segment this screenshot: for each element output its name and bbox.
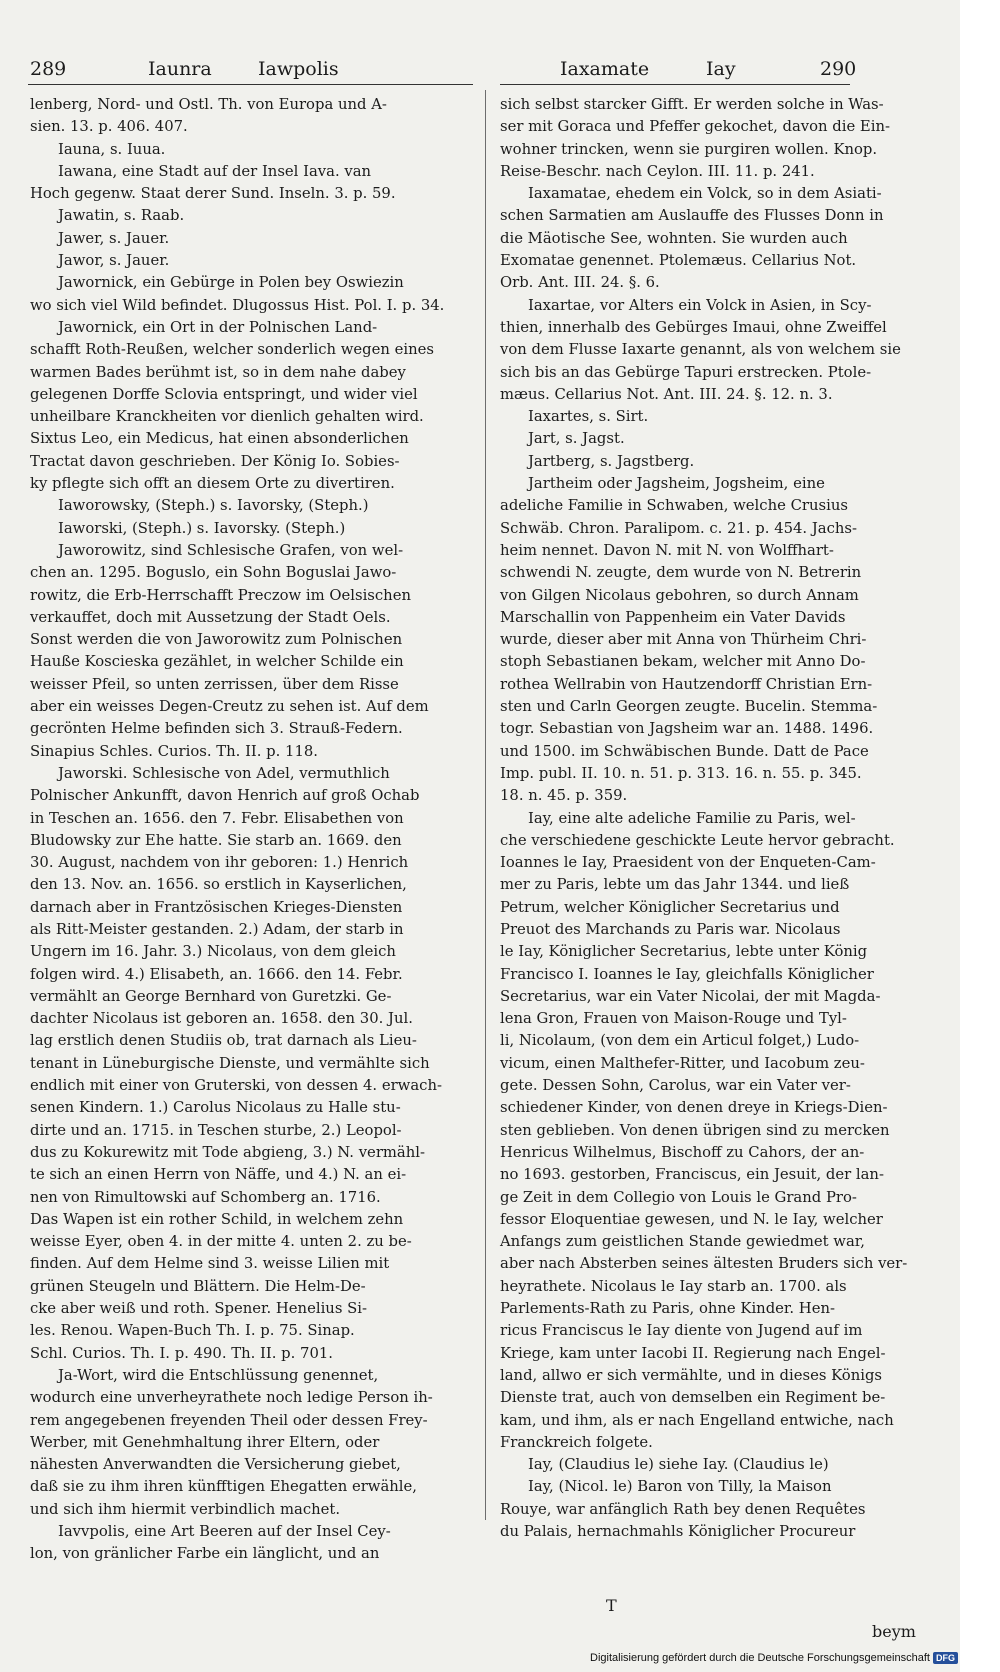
text-line: Henricus Wilhelmus, Bischoff zu Cahors, der an-	[500, 1143, 865, 1161]
text-line: nähesten Anverwandten die Versicherung giebet,	[30, 1456, 401, 1474]
text-line: dus zu Kokurewitz mit Tode abgieng, 3.) N. vermähl-	[30, 1143, 426, 1161]
text-line: endlich mit einer von Gruterski, von dessen 4. erwach-	[30, 1077, 442, 1095]
headword-left-2: Iawpolis	[258, 58, 339, 80]
text-line: ricus Franciscus le Iay diente von Jugend auf im	[500, 1322, 863, 1340]
text-line: thien, innerhalb des Gebürges Imaui, ohne Zweiffel	[500, 318, 887, 336]
text-line: grünen Steugeln und Blättern. Die Helm-De-	[30, 1277, 366, 1295]
dfg-logo-icon: DFG	[933, 1652, 958, 1664]
catchword: beym	[872, 1622, 916, 1641]
text-line: mæus. Cellarius Not. Ant. III. 24. §. 12. n. 3.	[500, 385, 833, 403]
text-line: lag erstlich denen Studiis ob, trat darnach als Lieu-	[30, 1032, 417, 1050]
text-line: die Mäotische See, wohnten. Sie wurden auch	[500, 229, 848, 247]
text-line: Hoch gegenw. Staat derer Sund. Inseln. 3. p. 59.	[30, 185, 396, 203]
entry-start-line: Jawer, s. Jauer.	[58, 229, 170, 247]
text-line: wurde, dieser aber mit Anna von Thürheim Chri-	[500, 631, 867, 649]
text-line: den 13. Nov. an. 1656. so erstlich in Kayserlichen,	[30, 876, 407, 894]
text-line: sten und Carln Georgen zeugte. Bucelin. Stemma-	[500, 698, 878, 716]
text-line: schwendi N. zeugte, dem wurde von N. Betrerin	[500, 564, 862, 582]
text-line: verkauffet, doch mit Aussetzung der Stadt Oels.	[30, 608, 391, 626]
text-line: Anfangs zum geistlichen Stande gewiedmet war,	[500, 1233, 865, 1251]
headword-right-1: Iaxamate	[560, 58, 650, 80]
text-line: sien. 13. p. 406. 407.	[30, 118, 188, 136]
text-line: du Palais, hernachmahls Königlicher Procureur	[500, 1523, 856, 1540]
headword-left-1: Iaunra	[148, 58, 212, 80]
text-line: 30. August, nachdem von ihr geboren: 1.) Henrich	[30, 854, 409, 872]
text-line: weisse Eyer, oben 4. in der mitte 4. unten 2. zu be-	[30, 1233, 412, 1251]
text-line: Sixtus Leo, ein Medicus, hat einen absonderlichen	[30, 430, 409, 448]
text-line: Franckreich folgete.	[500, 1433, 653, 1451]
text-line: warmen Bades berühmt ist, so in dem nahe dabey	[30, 363, 406, 381]
left-column	[30, 94, 470, 1566]
margin-strip	[960, 0, 1000, 1672]
signature-mark: T	[606, 1596, 617, 1615]
text-line: Preuot des Marchands zu Paris war. Nicolaus	[500, 920, 841, 938]
entry-start-line: Jaworowitz, sind Schlesische Grafen, von wel-	[58, 541, 404, 559]
entry-start-line: Jart, s. Jagst.	[528, 430, 625, 448]
entry-start-line: Iaxartes, s. Sirt.	[528, 408, 649, 426]
text-line: Reise-Beschr. nach Ceylon. III. 11. p. 241.	[500, 162, 815, 180]
text-line: dirte und an. 1715. in Teschen sturbe, 2.) Leopol-	[30, 1121, 402, 1139]
text-line: schen Sarmatien am Auslauffe des Flusses Donn in	[500, 207, 884, 225]
text-line: te sich an einen Herrn von Näffe, und 4.) N. an ei-	[30, 1166, 407, 1184]
text-line: che verschiedene geschickte Leute hervor gebracht.	[500, 831, 895, 849]
text-line: schafft Roth-Reußen, welcher sonderlich wegen eines	[30, 341, 435, 359]
text-line: Tractat davon geschrieben. Der König Io. Sobies-	[30, 452, 400, 470]
text-line: gete. Dessen Sohn, Carolus, war ein Vater ver-	[500, 1077, 851, 1095]
text-line: Imp. publ. II. 10. n. 51. p. 313. 16. n. 55. p. 345.	[500, 764, 862, 782]
text-line: Hauße Koscieska gezählet, in welcher Schilde ein	[30, 653, 404, 671]
text-line: heim nennet. Davon N. mit N. von Wolffhart-	[500, 541, 834, 559]
text-line: als Ritt-Meister gestanden. 2.) Adam, der starb in	[30, 920, 404, 938]
text-line: Das Wapen ist ein rother Schild, in welchem zehn	[30, 1210, 404, 1228]
text-line: 18. n. 45. p. 359.	[500, 787, 628, 805]
footer-text: Digitalisierung gefördert durch die Deutsche Forschungsgemeinschaft	[590, 1652, 930, 1664]
text-line: li, Nicolaum, (von dem ein Articul folget,) Ludo-	[500, 1032, 860, 1050]
text-line: Rouye, war anfänglich Rath bey denen Requêtes	[500, 1500, 866, 1518]
text-line: adeliche Familie in Schwaben, welche Crusius	[500, 497, 848, 515]
text-line: Bludowsky zur Ehe hatte. Sie starb an. 1669. den	[30, 831, 402, 849]
text-line: rem angegebenen freyenden Theil oder dessen Frey-	[30, 1411, 428, 1429]
header-rule-right	[500, 84, 850, 85]
entry-start-line: Iaworowsky, (Steph.) s. Iavorsky, (Steph.)	[58, 497, 369, 515]
text-line: wodurch eine unverheyrathete noch ledige Person ih-	[30, 1389, 433, 1407]
text-line: aber nach Absterben seines ältesten Bruders sich ver-	[500, 1255, 908, 1273]
text-line: Schl. Curios. Th. I. p. 490. Th. II. p. 701.	[30, 1344, 333, 1362]
text-line: Exomatae genennet. Ptolemæus. Cellarius Not.	[500, 252, 857, 270]
text-line: daß sie zu ihm ihren künfftigen Ehegatten erwähle,	[30, 1478, 418, 1496]
text-line: fessor Eloquentiae gewesen, und N. le Iay, welcher	[500, 1210, 883, 1228]
right-column	[500, 94, 908, 1543]
text-line: lon, von gränlicher Farbe ein länglicht, und an	[30, 1545, 380, 1563]
text-line: Parlements-Rath zu Paris, ohne Kinder. Hen-	[500, 1300, 835, 1318]
text-line: weisser Pfeil, so unten zerrissen, über dem Risse	[30, 675, 399, 693]
text-line: dachter Nicolaus ist geboren an. 1658. den 30. Jul.	[30, 1010, 413, 1028]
text-line: heyrathete. Nicolaus le Iay starb an. 1700. als	[500, 1277, 847, 1295]
text-line: ky pflegte sich offt an diesem Orte zu divertiren.	[30, 475, 395, 493]
text-line: vicum, einen Malthefer-Ritter, und Iacobum zeu-	[500, 1054, 865, 1072]
text-line: le Iay, Königlicher Secretarius, lebte unter König	[500, 943, 868, 961]
page-number-right: 290	[820, 58, 857, 80]
entry-start-line: Iauna, s. Iuua.	[58, 140, 166, 158]
text-line: togr. Sebastian von Jagsheim war an. 1488. 1496.	[500, 720, 874, 738]
text-line: wo sich viel Wild befindet. Dlugossus Hist. Pol. I. p. 34.	[30, 296, 445, 314]
text-line: chen an. 1295. Boguslo, ein Sohn Boguslai Jawo-	[30, 564, 397, 582]
text-line: in Teschen an. 1656. den 7. Febr. Elisabethen von	[30, 809, 404, 827]
entry-start-line: Jawatin, s. Raab.	[58, 207, 185, 225]
text-line: sich selbst starcker Gifft. Er werden solche in Was-	[500, 96, 884, 113]
text-line: cke aber weiß und roth. Spener. Henelius Si-	[30, 1300, 367, 1318]
text-line: Petrum, welcher Königlicher Secretarius und	[500, 898, 840, 916]
text-line: Kriege, kam unter Iacobi II. Regierung nach Engel-	[500, 1344, 886, 1362]
text-line: aber ein weisses Degen-Creutz zu sehen ist. Auf dem	[30, 698, 429, 716]
text-line: senen Kindern. 1.) Carolus Nicolaus zu Halle stu-	[30, 1099, 401, 1117]
text-line: nen von Rimultowski auf Schomberg an. 1716.	[30, 1188, 381, 1206]
text-line: wohner trincken, wenn sie purgiren wollen. Knop.	[500, 140, 878, 158]
text-line: rothea Wellrabin von Hautzendorff Christian Ern-	[500, 675, 873, 693]
text-line: lena Gron, Frauen von Maison-Rouge und Tyl-	[500, 1010, 847, 1028]
header-rule-left	[28, 84, 473, 85]
text-line: tenant in Lüneburgische Dienste, und vermählte sich	[30, 1054, 430, 1072]
entry-start-line: Jaworski. Schlesische von Adel, vermuthlich	[58, 764, 390, 782]
text-line: Ioannes le Iay, Praesident von der Enqueten-Cam-	[500, 854, 876, 872]
entry-start-line: Jawornick, ein Gebürge in Polen bey Oswiezin	[58, 274, 404, 292]
text-line: schiedener Kinder, von denen dreye in Kriegs-Dien-	[500, 1099, 888, 1117]
page-number-left: 289	[30, 58, 67, 80]
text-line: sten geblieben. Von denen übrigen sind zu mercken	[500, 1121, 890, 1139]
headword-right-2: Iay	[706, 58, 736, 80]
text-line: Schwäb. Chron. Paralipom. c. 21. p. 454. Jachs-	[500, 519, 858, 537]
text-line: gecrönten Helme befinden sich 3. Strauß-Federn.	[30, 720, 403, 738]
entry-start-line: Iaxamatae, ehedem ein Volck, so in dem Asiati-	[528, 185, 882, 203]
text-line: vermählt an George Bernhard von Guretzki. Ge-	[30, 987, 392, 1005]
text-line: folgen wird. 4.) Elisabeth, an. 1666. den 14. Febr.	[30, 965, 403, 983]
text-line: lenberg, Nord- und Ostl. Th. von Europa und A-	[30, 96, 387, 113]
entry-start-line: Iay, (Claudius le) siehe Iay. (Claudius le)	[528, 1456, 829, 1474]
text-line: und sich ihm hiermit verbindlich machet.	[30, 1500, 341, 1518]
text-line: Dienste trat, auch von demselben ein Regiment be-	[500, 1389, 886, 1407]
text-line: von Gilgen Nicolaus gebohren, so durch Annam	[500, 586, 859, 604]
text-line: les. Renou. Wapen-Buch Th. I. p. 75. Sinap.	[30, 1322, 355, 1340]
column-divider	[485, 90, 486, 1520]
text-line: von dem Flusse Iaxarte genannt, als von welchem sie	[500, 341, 901, 359]
text-line: rowitz, die Erb-Herrschafft Preczow im Oelsischen	[30, 586, 411, 604]
entry-start-line: Iay, (Nicol. le) Baron von Tilly, la Maison	[528, 1478, 832, 1496]
text-line: Marschallin von Pappenheim ein Vater Davids	[500, 608, 846, 626]
text-line: Francisco I. Ioannes le Iay, gleichfalls Königlicher	[500, 965, 874, 983]
text-line: Secretarius, war ein Vater Nicolai, der mit Magda-	[500, 987, 881, 1005]
entry-start-line: Jawornick, ein Ort in der Polnischen Land-	[58, 318, 378, 336]
entry-start-line: Jartheim oder Jagsheim, Jogsheim, eine	[528, 475, 825, 493]
entry-start-line: Iay, eine alte adeliche Familie zu Paris, wel-	[528, 809, 856, 827]
text-line: Polnischer Ankunfft, davon Henrich auf groß Ochab	[30, 787, 420, 805]
entry-start-line: Iavvpolis, eine Art Beeren auf der Insel Cey-	[58, 1523, 391, 1540]
text-line: Orb. Ant. III. 24. §. 6.	[500, 274, 660, 292]
text-line: stoph Sebastianen bekam, welcher mit Anno Do-	[500, 653, 866, 671]
entry-start-line: Iaxartae, vor Alters ein Volck in Asien, in Scy-	[528, 296, 872, 314]
entry-start-line: Ja-Wort, wird die Entschlüssung genennet,	[58, 1366, 379, 1384]
text-line: ser mit Goraca und Pfeffer gekochet, davon die Ein-	[500, 118, 891, 136]
digitization-footer	[590, 1652, 958, 1664]
text-line: Sonst werden die von Jaworowitz zum Polnischen	[30, 631, 403, 649]
text-line: darnach aber in Frantzösischen Krieges-Diensten	[30, 898, 403, 916]
entry-start-line: Iawana, eine Stadt auf der Insel Iava. van	[58, 162, 372, 180]
text-line: mer zu Paris, lebte um das Jahr 1344. und ließ	[500, 876, 850, 894]
text-line: Sinapius Schles. Curios. Th. II. p. 118.	[30, 742, 318, 760]
text-line: ge Zeit in dem Collegio von Louis le Grand Pro-	[500, 1188, 857, 1206]
text-line: gelegenen Dorffe Sclovia entspringt, und wider viel	[30, 385, 418, 403]
text-line: unheilbare Kranckheiten vor dienlich gehalten wird.	[30, 408, 424, 426]
running-header	[0, 44, 960, 84]
text-line: Ungern im 16. Jahr. 3.) Nicolaus, von dem gleich	[30, 943, 396, 961]
entry-start-line: Iaworski, (Steph.) s. Iavorsky. (Steph.)	[58, 519, 346, 537]
text-line: kam, und ihm, als er nach Engelland entwiche, nach	[500, 1411, 894, 1429]
text-line: no 1693. gestorben, Franciscus, ein Jesuit, der lan-	[500, 1166, 884, 1184]
text-line: land, allwo er sich vermählte, und in dieses Königs	[500, 1366, 883, 1384]
text-line: finden. Auf dem Helme sind 3. weisse Lilien mit	[30, 1255, 390, 1273]
text-line: und 1500. im Schwäbischen Bunde. Datt de Pace	[500, 742, 869, 760]
entry-start-line: Jartberg, s. Jagstberg.	[528, 452, 695, 470]
text-line: Werber, mit Genehmhaltung ihrer Eltern, oder	[30, 1433, 380, 1451]
entry-start-line: Jawor, s. Jauer.	[58, 252, 170, 270]
text-line: sich bis an das Gebürge Tapuri erstrecken. Ptole-	[500, 363, 872, 381]
